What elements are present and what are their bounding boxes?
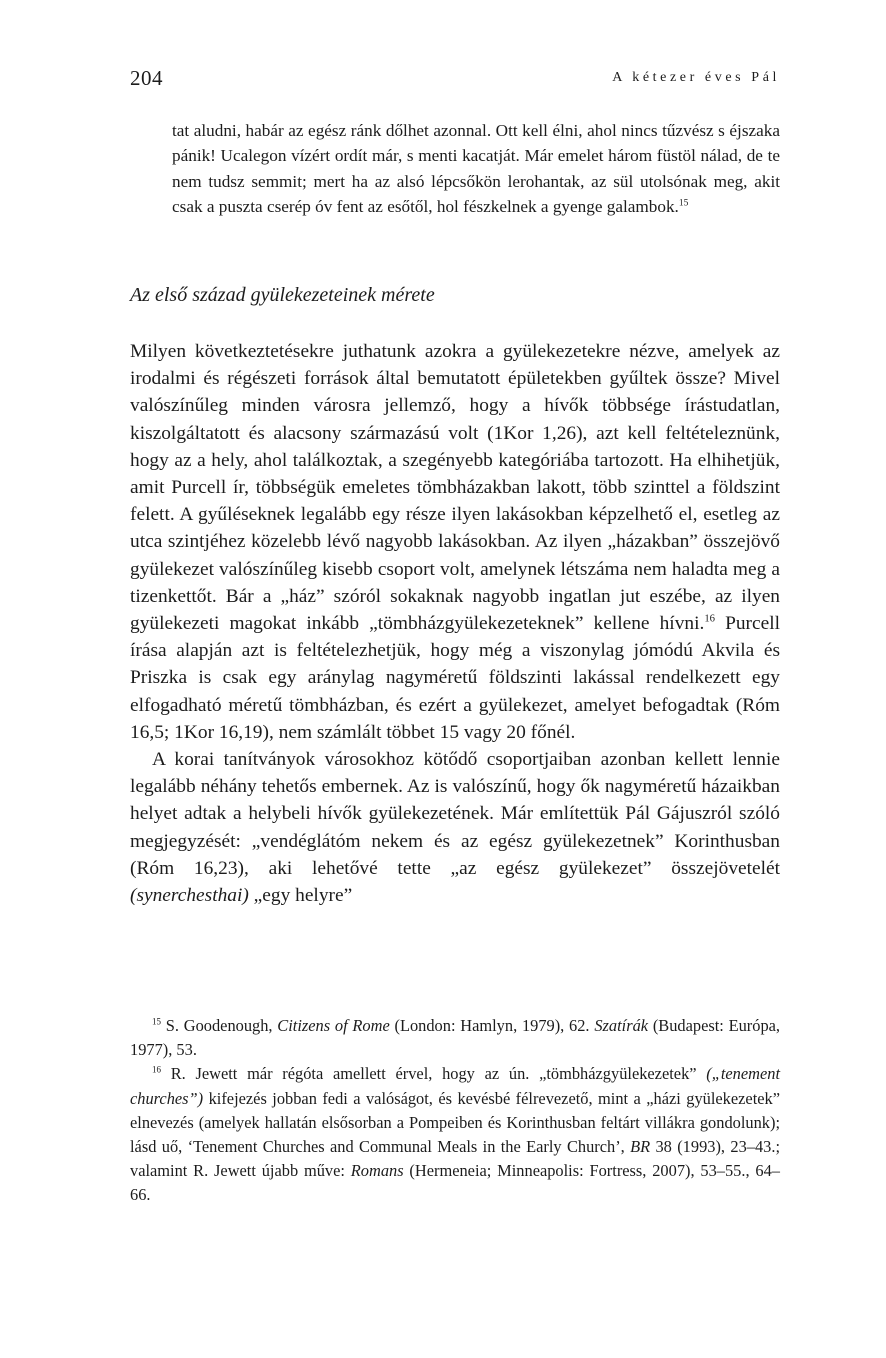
quote-text: tat aludni, habár az egész ránk dőlhet azonnal. Ott kell élni, ahol nincs tűzvész s éjszaka pánik! Ucalegon vízért ordít már, s menti kacatját. Már emelet három füstöl nálad, de te nem tudsz semmit; mert ha az alsó lépcsőkön lerohantak, az sül utolsónak meg, akit csak a puszta cserép óv fent az esőtől, hol fészkelnek a gyenge galambok. bbox=[172, 121, 780, 217]
footnote-16-text-c: 38 (1993), 23–43.; valamint R. Jewett újabb műve: bbox=[130, 1137, 780, 1181]
page-number: 204 bbox=[130, 66, 163, 90]
paragraph-2 bbox=[130, 746, 780, 909]
paragraph-2-italic-term: (synerchesthai) bbox=[130, 885, 249, 907]
footnote-16-italic-1: („tenement churches”) bbox=[130, 1064, 780, 1108]
footnote-16-number: 16 bbox=[152, 1064, 161, 1075]
footnote-15-text-b: (London: Hamlyn, 1979), 62. bbox=[389, 1016, 595, 1035]
footnote-16-italic-2: BR bbox=[630, 1137, 651, 1157]
footnote-16 bbox=[130, 1062, 780, 1207]
footnote-15-title-2: Szatírák bbox=[594, 1016, 649, 1035]
footnote-ref-16[interactable]: 16 bbox=[704, 612, 715, 625]
paragraph-1 bbox=[130, 338, 780, 746]
body-text bbox=[130, 338, 780, 909]
paragraph-1-text-a: Milyen következtetésekre juthatunk azokra a gyülekezetekre nézve, amelyek az irodalmi és régészeti források által bemutatott épületekben gyűltek össze? Mivel valószínűleg minden városra jellemző, hogy a hívők többsége írástudatlan, kiszolgáltatott és alacsony származású volt (1Kor 1,26), azt kell feltételeznünk, hogy az a hely, ahol találkoztak, a szegényebb kategóriába tartozott. Ha elhihetjük, amit Purcell ír, többségük emeletes tömbházakban lakott, több szinttel a földszint felett. A gyűléseknek legalább egy része ilyen lakásokban képzelhető el, esetleg az utca szintjéhez közelebb lévő nagyobb lakásokban. Az ilyen „házakban” összejövő gyülekezet valószínűleg kisebb csoport volt, amelynek létszáma nem haladta meg a tizenkettőt. Bár a „ház” szóról sokaknak nagyobb ingatlan jut eszébe, az ilyen gyülekezeti magokat inkább „tömbházgyülekezeteknek” kellene hívni. bbox=[130, 341, 780, 635]
footnote-16-text-a: R. Jewett már régóta amellett érvel, hogy az ún. „tömbházgyülekezetek” bbox=[161, 1064, 707, 1084]
paragraph-2-text-a: A korai tanítványok városokhoz kötődő csoportjaiban azonban kellett lennie legalább néhány tehetős embernek. Az is valószínű, hogy ők nagyméretű házaikban helyet adtak a helybeli hívők gyülekezetének. Már említettük Pál Gájuszról szóló megjegyzését: „vendéglátóm nekem és az egész gyülekezetnek” Korinthusban (Róm 16,23), aki lehetővé tette „az egész gyülekezet” összejövetelét bbox=[130, 749, 780, 879]
paragraph-2-text-b: „egy helyre” bbox=[248, 885, 353, 907]
footnote-ref-15[interactable]: 15 bbox=[678, 198, 689, 209]
footnote-15 bbox=[130, 1014, 780, 1062]
section-heading: Az első század gyülekezeteinek mérete bbox=[130, 284, 435, 306]
footnote-15-title-1: Citizens of Rome bbox=[277, 1016, 390, 1035]
running-head bbox=[130, 66, 780, 92]
footnote-15-text-a: S. Goodenough, bbox=[161, 1016, 278, 1035]
footnotes bbox=[130, 1014, 780, 1208]
block-quote bbox=[172, 118, 780, 220]
footnote-15-number: 15 bbox=[152, 1016, 161, 1027]
footnote-16-italic-3: Romans bbox=[350, 1161, 404, 1181]
footnote-16-text-b: kifejezés jobban fedi a valóságot, és kevésbé félrevezető, mint a „házi gyülekezetek” elnevezés (amelyek hallatán elsősorban a Pompeiben és Korinthusban feltárt villákra gondolunk); lásd uő, ‘Tenement Churches and Communal Meals in the Early Church’, bbox=[130, 1088, 780, 1157]
paragraph-1-text-b: Purcell írása alapján azt is feltételezhetjük, hogy még a viszonylag jómódú Akvila és Priszka is csak egy aránylag nagyméretű földszinti lakással rendelkezett egy elfogadható méretű tömbházban, és ezért a gyülekezet, amelyet befogadtak (Róm 16,5; 1Kor 16,19), nem számlált többet 15 vagy 20 főnél. bbox=[130, 613, 780, 743]
footnote-15-text-c: (Budapest: Európa, 1977), 53. bbox=[130, 1016, 781, 1060]
footnote-16-text-d: (Hermeneia; Minneapolis: Fortress, 2007), 53–55., 64–66. bbox=[130, 1161, 780, 1205]
running-title: A kétezer éves Pál bbox=[612, 70, 780, 85]
